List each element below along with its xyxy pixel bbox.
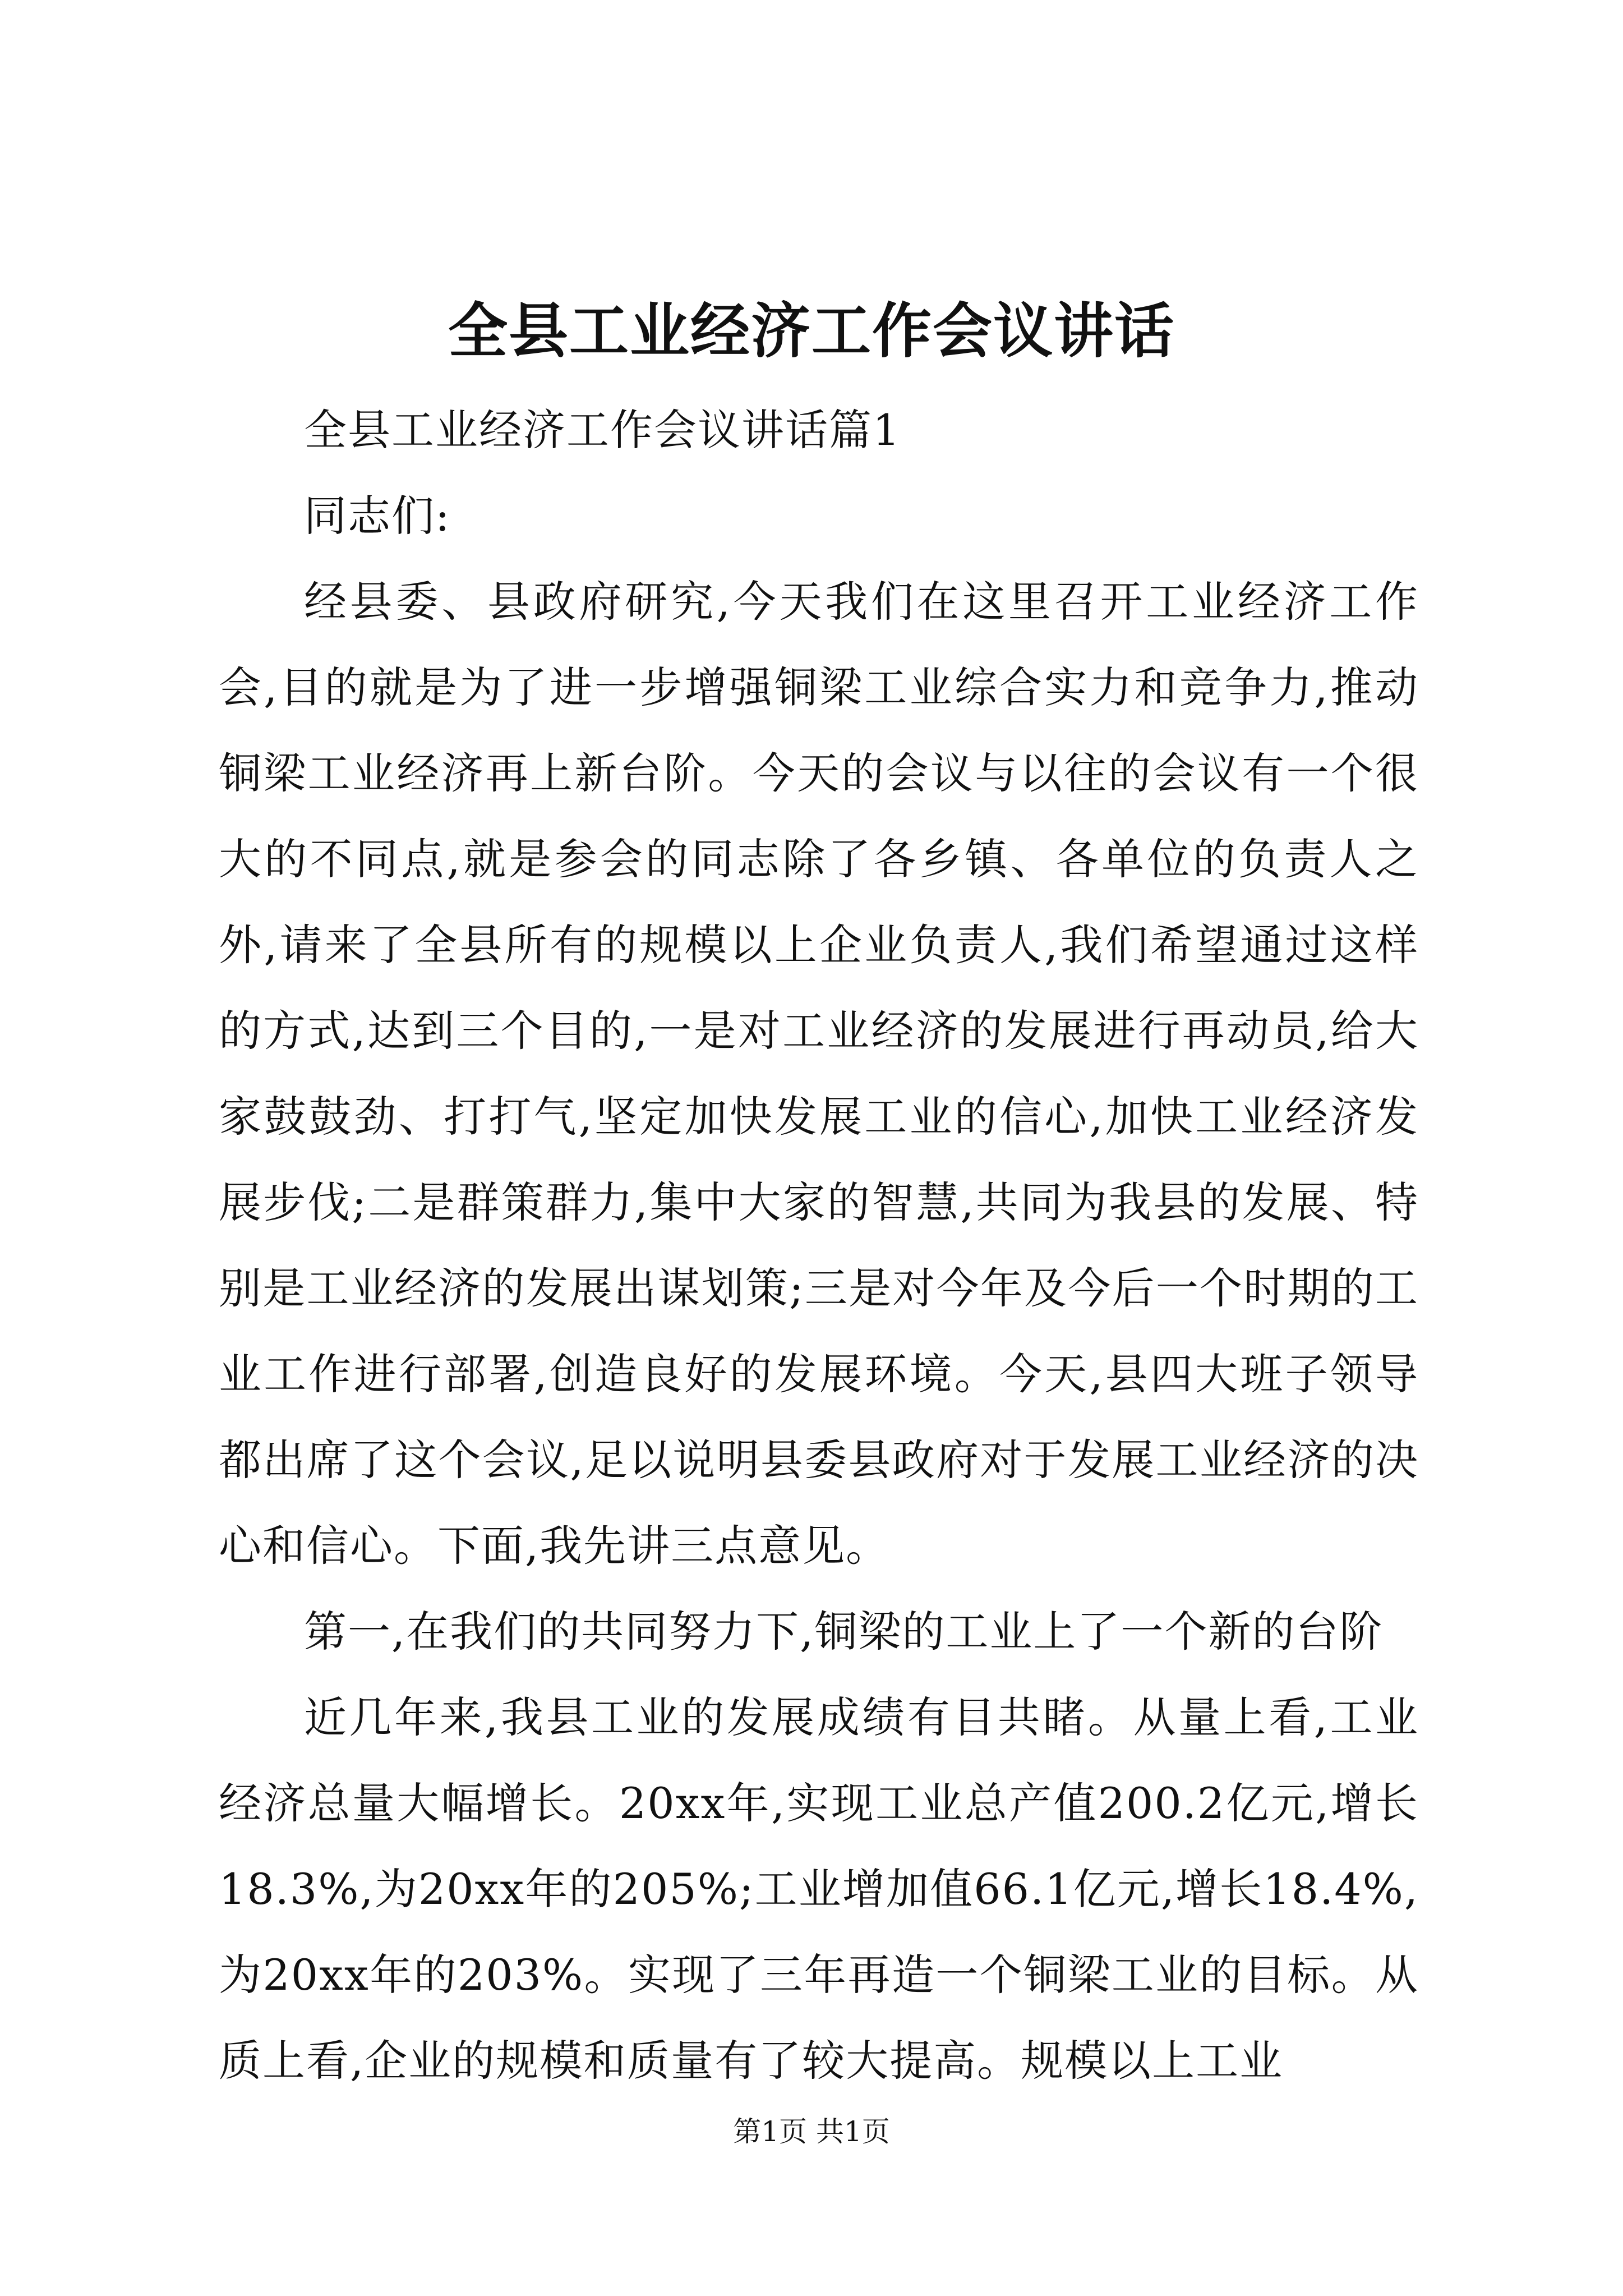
body-paragraph: 第一,在我们的共同努力下,铜梁的工业上了一个新的台阶 bbox=[304, 1607, 1384, 1657]
body-paragraph: 近几年来,我县工业的发展成绩有目共睹。从量上看,工业经济总量大幅增长。20xx年,实现工业总产值200.2亿元,增长18.3%,为20xx年的205%;工业增加值66.1亿元,增长18.4%,为20xx年的203%。实现了三年再造一个铜梁工业的目标。从质上看,企业的规模和质量有了较大提高。规模以上工业 bbox=[219, 1692, 1419, 2086]
document-title: 全县工业经济工作会议讲话 bbox=[448, 296, 1175, 366]
page-number: 第1页 共1页 bbox=[733, 2115, 890, 2148]
document-body bbox=[219, 387, 1419, 2104]
salutation: 同志们: bbox=[304, 491, 451, 541]
body-paragraph: 经县委、县政府研究,今天我们在这里召开工业经济工作会,目的就是为了进一步增强铜梁工业综合实力和竞争力,推动铜梁工业经济再上新台阶。今天的会议与以往的会议有一个很大的不同点,就是参会的同志除了各乡镇、各单位的负责人之外,请来了全县所有的规模以上企业负责人,我们希望通过这样的方式,达到三个目的,一是对工业经济的发展进行再动员,给大家鼓鼓劲、打打气,坚定加快发展工业的信心,加快工业经济发展步伐;二是群策群力,集中大家的智慧,共同为我县的发展、特别是工业经济的发展出谋划策;三是对今年及今后一个时期的工业工作进行部署,创造良好的发展环境。今天,县四大班子领导都出席了这个会议,足以说明县委县政府对于发展工业经济的决心和信心。下面,我先讲三点意见。 bbox=[219, 577, 1419, 1571]
section-heading: 全县工业经济工作会议讲话篇1 bbox=[304, 405, 901, 455]
